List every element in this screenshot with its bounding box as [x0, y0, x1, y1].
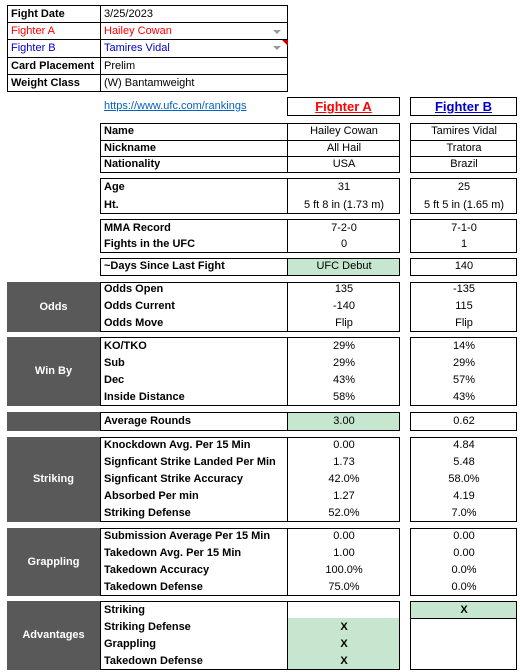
adv-striking-defense-label: Striking Defense [104, 621, 191, 633]
ufc-fights-label: Fights in the UFC [104, 238, 196, 250]
mma-record-b: 7-1-0 [451, 222, 477, 234]
odds-move-b: Flip [455, 317, 473, 329]
age-a: 31 [337, 181, 351, 193]
takedown-accuracy-b: 0.0% [451, 564, 477, 576]
striking-defense-a: 52.0% [328, 507, 360, 519]
fighter-a-select[interactable]: Hailey Cowan [104, 25, 172, 37]
weight-class-value[interactable]: (W) Bantamweight [104, 77, 195, 89]
knockdown-avg-a: 0.00 [333, 439, 355, 451]
adv-striking-b: X [460, 604, 468, 616]
fight-date-value[interactable]: 3/25/2023 [104, 8, 153, 20]
comment-indicator-icon[interactable] [282, 40, 288, 46]
takedown-avg-a: 1.00 [333, 547, 355, 559]
adv-takedown-defense-a: X [340, 655, 348, 667]
name-b: Tamires Vidal [431, 125, 497, 137]
takedown-accuracy-label: Takedown Accuracy [104, 564, 210, 576]
sub-b: 29% [452, 357, 476, 369]
ko-tko-a: 29% [332, 340, 356, 352]
sig-strike-landed-a: 1.73 [333, 456, 355, 468]
odds-open-label: Odds Open [104, 283, 164, 295]
chevron-down-icon[interactable] [273, 46, 281, 50]
odds-move-a: Flip [335, 317, 353, 329]
ufc-fights-a: 0 [340, 238, 348, 250]
fighter-b-header: Fighter B [410, 97, 517, 116]
takedown-defense-label: Takedown Defense [104, 581, 203, 593]
nickname-b: Tratora [446, 142, 482, 154]
inside-distance-a: 58% [332, 391, 356, 403]
card-placement-value[interactable]: Prelim [104, 60, 136, 72]
age-label: Age [104, 181, 125, 193]
nationality-label: Nationality [104, 158, 161, 170]
dec-b: 57% [452, 374, 476, 386]
advantages-section-header: Advantages [7, 601, 100, 670]
adv-striking-label: Striking [104, 604, 145, 616]
fighter-b-label: Fighter B [11, 42, 56, 54]
mma-record-a: 7-2-0 [331, 222, 357, 234]
adv-grappling-label: Grappling [104, 638, 156, 650]
submission-avg-b: 0.00 [453, 530, 475, 542]
grappling-section-header: Grappling [7, 528, 100, 596]
adv-takedown-defense-label: Takedown Defense [104, 655, 203, 667]
inside-distance-b: 43% [452, 391, 476, 403]
ko-tko-label: KO/TKO [104, 340, 147, 352]
fight-date-label: Fight Date [11, 8, 65, 20]
takedown-accuracy-a: 100.0% [325, 564, 363, 576]
fighter-a-header: Fighter A [287, 97, 400, 116]
avg-rounds-a: 3.00 [333, 415, 355, 427]
takedown-avg-b: 0.00 [453, 547, 475, 559]
sig-strike-landed-label: Signficant Strike Landed Per Min [104, 456, 276, 468]
fighter-b-select[interactable]: Tamires Vidal [104, 42, 170, 54]
card-placement-label: Card Placement [11, 60, 95, 72]
sig-strike-landed-b: 5.48 [453, 456, 475, 468]
dec-a: 43% [332, 374, 356, 386]
absorbed-label: Absorbed Per min [104, 490, 199, 502]
striking-defense-label: Striking Defense [104, 507, 191, 519]
odds-current-b: 115 [455, 300, 473, 312]
dec-label: Dec [104, 374, 125, 386]
height-label: Ht. [104, 199, 119, 211]
odds-open-a: 135 [334, 283, 354, 295]
sub-label: Sub [104, 357, 125, 369]
days-since-b: 140 [454, 260, 474, 272]
adv-striking-defense-a: X [340, 621, 348, 633]
name-label: Name [104, 125, 134, 137]
age-b: 25 [457, 181, 471, 193]
nickname-label: Nickname [104, 142, 156, 154]
ko-tko-b: 14% [452, 340, 476, 352]
takedown-defense-a: 75.0% [328, 581, 360, 593]
weight-class-label: Weight Class [11, 77, 80, 89]
winby-section-header: Win By [7, 337, 100, 406]
odds-section-header: Odds [7, 282, 100, 332]
odds-open-b: -135 [452, 283, 476, 295]
sig-strike-accuracy-label: Signficant Strike Accuracy [104, 473, 243, 485]
fighter-a-label: Fighter A [11, 25, 56, 37]
sig-strike-accuracy-b: 58.0% [448, 473, 480, 485]
striking-section-header: Striking [7, 437, 100, 522]
nickname-a: All Hail [326, 142, 362, 154]
knockdown-avg-b: 4.84 [453, 439, 475, 451]
submission-avg-label: Submission Average Per 15 Min [104, 530, 271, 542]
takedown-defense-b: 0.0% [451, 581, 477, 593]
nationality-a: USA [332, 158, 356, 170]
absorbed-b: 4.19 [453, 490, 475, 502]
odds-current-a: -140 [332, 300, 356, 312]
submission-avg-a: 0.00 [333, 530, 355, 542]
absorbed-a: 1.27 [333, 490, 355, 502]
height-b: 5 ft 5 in (1.65 m) [423, 199, 505, 211]
inside-distance-label: Inside Distance [104, 391, 185, 403]
nationality-b: Brazil [450, 158, 478, 170]
ufc-fights-b: 1 [460, 238, 468, 250]
rankings-link[interactable]: https://www.ufc.com/rankings [104, 100, 247, 112]
takedown-avg-label: Takedown Avg. Per 15 Min [104, 547, 242, 559]
sig-strike-accuracy-a: 42.0% [328, 473, 360, 485]
avg-rounds-label: Average Rounds [104, 415, 192, 427]
days-since-label: ~Days Since Last Fight [104, 260, 225, 272]
odds-move-label: Odds Move [104, 317, 164, 329]
name-a: Hailey Cowan [310, 125, 378, 137]
adv-grappling-a: X [340, 638, 348, 650]
chevron-down-icon[interactable] [273, 30, 281, 34]
striking-defense-b: 7.0% [451, 507, 477, 519]
sub-a: 29% [332, 357, 356, 369]
avg-rounds-b: 0.62 [453, 415, 475, 427]
mma-record-label: MMA Record [104, 222, 171, 234]
height-a: 5 ft 8 in (1.73 m) [303, 199, 385, 211]
days-since-a: UFC Debut [316, 260, 372, 272]
odds-current-label: Odds Current [104, 300, 175, 312]
knockdown-avg-label: Knockdown Avg. Per 15 Min [104, 439, 251, 451]
